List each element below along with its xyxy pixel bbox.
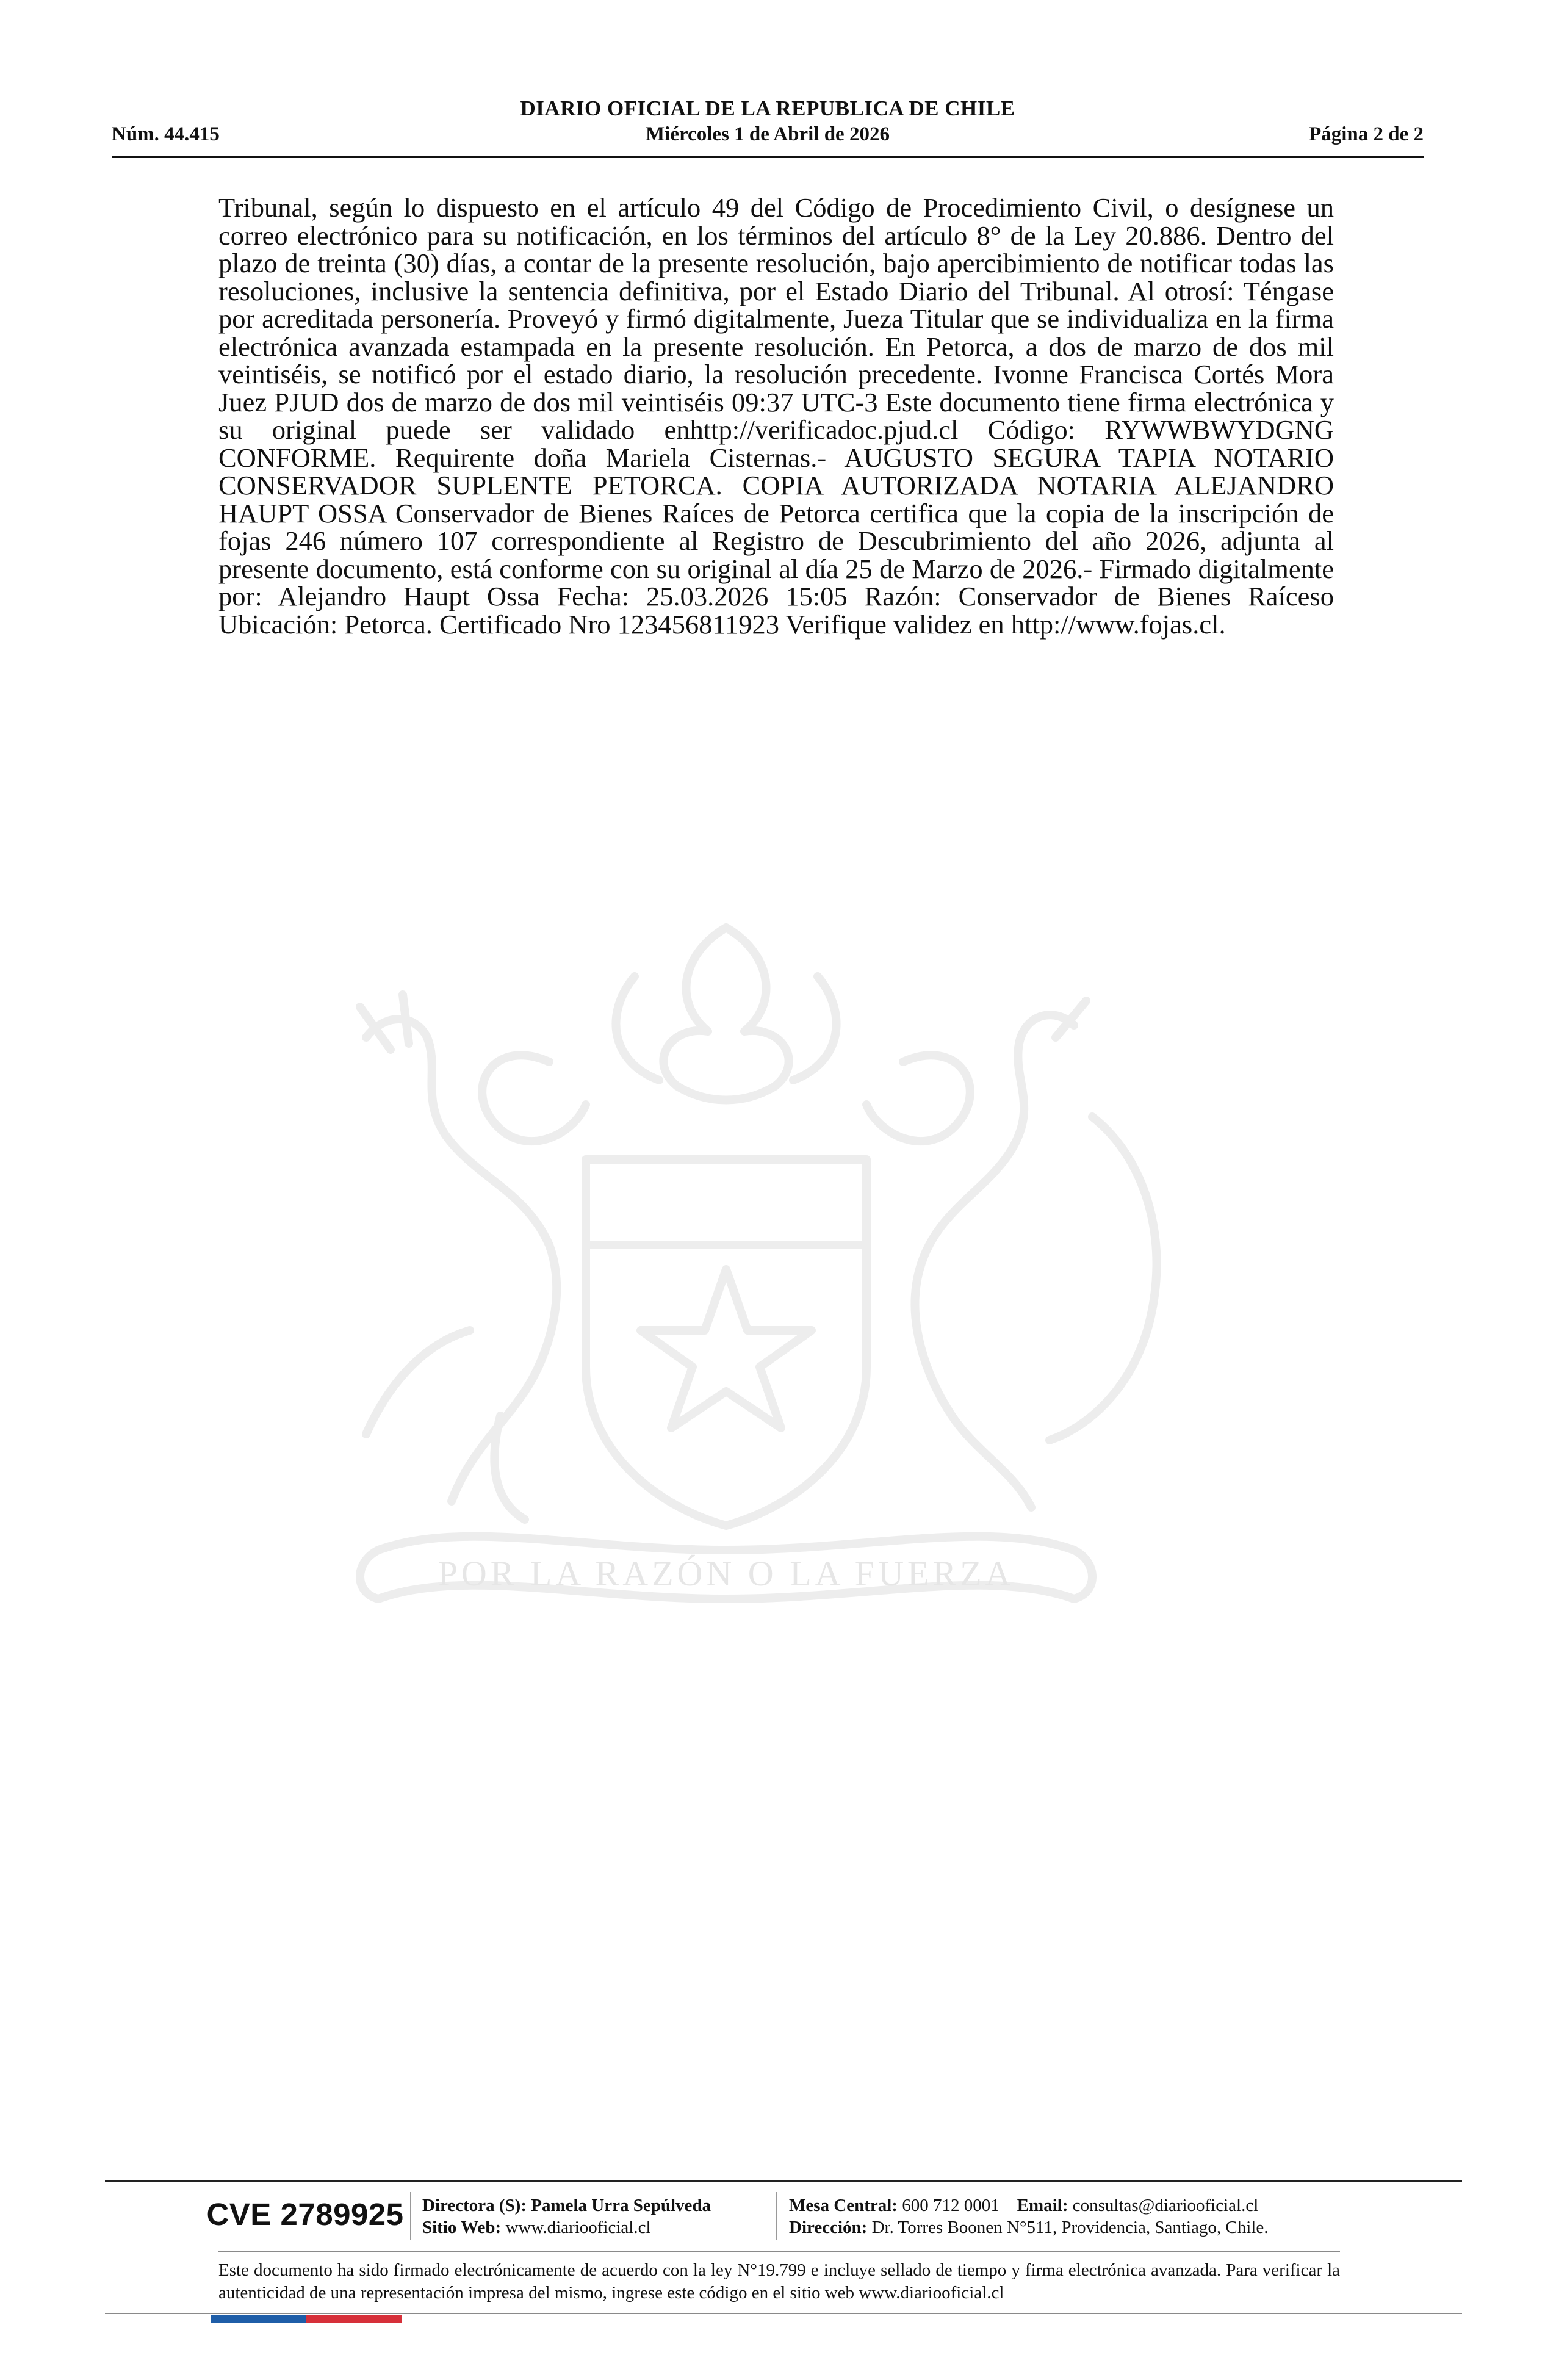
footer-contact-block [789,2194,1268,2238]
watermark-motto: POR LA RAZÓN O LA FUERZA [438,1554,1015,1593]
cve-code: CVE 2789925 [206,2196,404,2232]
address-value: Dr. Torres Boonen N°511, Providencia, Santiago, Chile. [871,2218,1269,2237]
flag-stripe-blue [211,2315,306,2323]
email-label: Email: [1017,2196,1068,2215]
page-header [112,92,1424,159]
mesa-label: Mesa Central: [789,2196,898,2215]
footer-middle-divider [218,2251,1340,2252]
footer-bottom-divider [105,2313,1462,2314]
website-link[interactable]: www.diariooficial.cl [505,2218,651,2237]
footer-top-divider [105,2180,1462,2182]
footer-separator [410,2192,411,2240]
footer-director-block [422,2194,711,2238]
footer-separator [776,2192,777,2240]
director-label: Directora (S): [422,2196,527,2215]
email-link[interactable]: consultas@diariooficial.cl [1072,2196,1259,2215]
flag-stripe-red [306,2315,402,2323]
issue-number: Núm. 44.415 [112,123,220,145]
website-label: Sitio Web: [422,2218,502,2237]
director-name: Pamela Urra Sepúlveda [531,2196,711,2215]
header-divider [112,156,1424,158]
newspaper-title: DIARIO OFICIAL DE LA REPUBLICA DE CHILE [520,96,1015,120]
page-indicator: Página 2 de 2 [1309,123,1424,145]
electronic-signature-note: Este documento ha sido firmado electrónicamente de acuerdo con la ley N°19.799 e incluye sellado de tiempo y firma electrónica avanzada. Para verificar la autenticidad de una representación impresa del mismo, ingrese este código en el sitio web www.diariooficial.cl [218,2260,1340,2302]
mesa-phone: 600 712 0001 [902,2196,1000,2215]
address-label: Dirección: [789,2218,868,2237]
chile-coat-of-arms-icon [207,903,1245,1666]
document-body-text: Tribunal, según lo dispuesto en el artículo 49 del Código de Procedimiento Civil, o desígnese un correo electrónico para su notificación, en los términos del artículo 8° de la Ley 20.886. Dentro del plazo de treinta (30) días, a contar de la presente resolución, bajo apercibimiento de notificar todas las resoluciones, inclusive la sentencia definitiva, por el Estado Diario del Tribunal. Al otrosí: Téngase por acreditada personería. Proveyó y firmó digitalmente, Jueza Titular que se individualiza en la firma electrónica avanzada estampada en la presente resolución. En Petorca, a dos de marzo de dos mil veintiséis, se notificó por el estado diario, la resolución precedente. Ivonne Francisca Cortés Mora Juez PJUD dos de marzo de dos mil veintiséis 09:37 UTC-3 Este documento tiene firma electrónica y su original puede ser validado enhttp://verificadoc.pjud.cl Código: RYWWBWYDGNG CONFORME. Requirente doña Mariela Cisternas.- AUGUSTO SEGURA TAPIA NOTARIO CONSERVADOR SUPLENTE PETORCA. COPIA AUTORIZADA NOTARIA ALEJANDRO HAUPT OSSA Conservador de Bienes Raíces de Petorca certifica que la copia de la inscripción de fojas 246 número 107 correspondiente al Registro de Descubrimiento del año 2026, adjunta al presente documento, está conforme con su original al día 25 de Marzo de 2026.- Firmado digitalmente por: Alejandro Haupt Ossa Fecha: 25.03.2026 15:05 Razón: Conservador de Bienes Raíceso Ubicación: Petorca. Certificado Nro 123456811923 Verifique validez en http://www.fojas.cl. [218,192,1334,640]
issue-date: Miércoles 1 de Abril de 2026 [646,123,890,145]
